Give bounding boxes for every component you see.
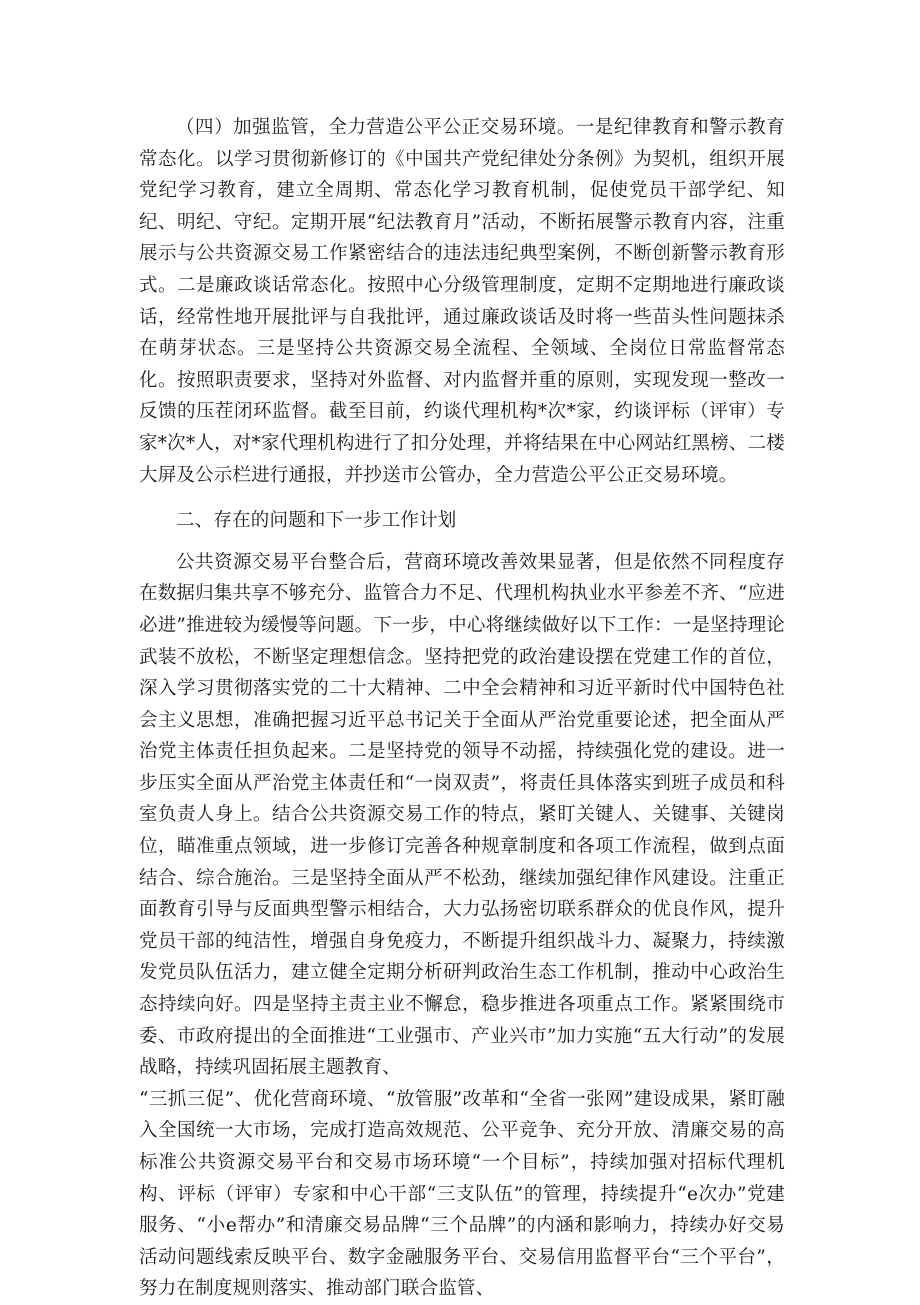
paragraph-supervision: （四）加强监管，全力营造公平公正交易环境。一是纪律教育和警示教育常态化。以学习贯彻新修订的《中国共产党纪律处分条例》为契机，组织开展党纪学习教育，建立全周期、常态化学习教育机制，促使党员干部学纪、知纪、明纪、守纪。定期开展“纪法教育月”活动，不断拓展警示教育内容，注重展示与公共资源交易工作紧密结合的违法违纪典型案例，不断创新警示教育形式。二是廉政谈话常态化。按照中心分级管理制度，定期不定期地进行廉政谈话，经常性地开展批评与自我批评，通过廉政谈话及时将一些苗头性问题抹杀在萌芽状态。三是坚持公共资源交易全流程、全领域、全岗位日常监督常态化。按照职责要求，坚持对外监督、对内监督并重的原则，实现发现一整改一反馈的压茬闭环监督。截至目前，约谈代理机构*次*家，约谈评标（评审）专家*次*人，对*家代理机构进行了扣分处理，并将结果在中心网站红黑榜、二楼大屏及公示栏进行通报，并抄送市公管办，全力营造公平公正交易环境。: [139, 117, 785, 486]
paragraph-problems-and-next-steps: 公共资源交易平台整合后，营商环境改善效果显著，但是依然不同程度存在数据归集共享不够充分、监管合力不足、代理机构执业水平参差不齐、“应进必进”推进较为缓慢等问题。下一步，中心将继续做好以下工作：一是坚持理论武装不放松，不断坚定理想信念。坚持把党的政治建设摆在党建工作的首位，深入学习贯彻落实党的二十大精神、二中全会精神和习近平新时代中国特色社会主义思想，准确把握习近平总书记关于全面从严治党重要论述，把全面从严治党主体责任担负起来。二是坚持党的领导不动摇，持续强化党的建设。进一步压实全面从严治党主体责任和“一岗双责”，将责任具体落实到班子成员和科室负责人身上。结合公共资源交易工作的特点，紧盯关键人、关键事、关键岗位，瞄准重点领域，进一步修订完善各种规章制度和各项工作流程，做到点面结合、综合施治。三是坚持全面从严不松劲，继续加强纪律作风建设。注重正面教育引导与反面典型警示相结合，大力弘扬密切联系群众的优良作风，提升党员干部的纯洁性，增强自身免疫力，不断提升组织战斗力、凝聚力，持续激发党员队伍活力，建立健全定期分析研判政治生态工作机制，推动中心政治生态持续向好。四是坚持主责主业不懈怠，稳步推进各项重点工作。紧紧围绕市委、市政府提出的全面推进“工业强市、产业兴市”加力实施“五大行动”的发展战略，持续巩固拓展主题教育、: [139, 551, 785, 1079]
section-heading-problems-and-plans: 二、存在的问题和下一步工作计划: [176, 510, 457, 532]
document-body: [139, 112, 785, 1305]
paragraph-continuation: “三抓三促”、优化营商环境、“放管服”改革和“全省一张网”建设成果，紧盯融入全国统一大市场，完成打造高效规范、公平竞争、充分开放、清廉交易的高标准公共资源交易平台和交易市场环境“一个目标”，持续加强对招标代理机构、评标（评审）专家和中心干部“三支队伍”的管理，持续提升“e次办”党建服务、“小e帮办”和清廉交易品牌“三个品牌”的内涵和影响力，持续办好交易活动问题线索反映平台、数字金融服务平台、交易信用监督平台“三个平台”，努力在制度规则落实、推动部门联合监管、: [139, 1088, 785, 1300]
